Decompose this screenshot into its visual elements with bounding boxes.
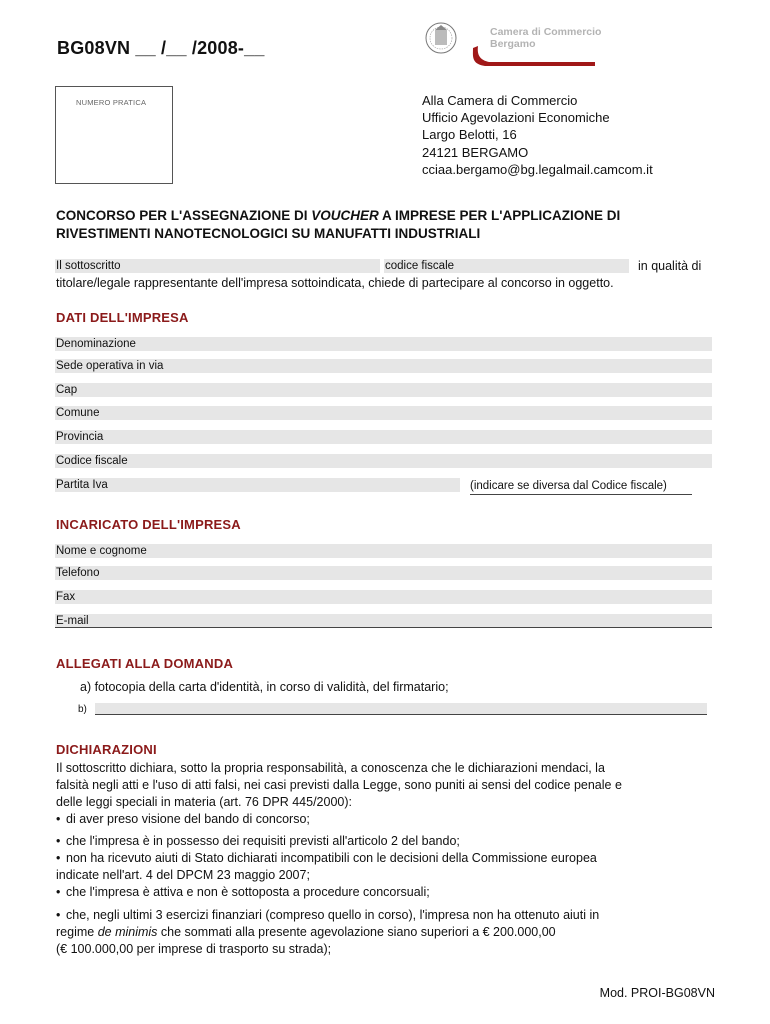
numero-pratica-box[interactable] [55,86,173,184]
bullet-item [56,811,622,828]
codice-fiscale-field[interactable] [55,454,712,468]
telefono-field[interactable] [55,566,712,580]
sede-operativa-field[interactable] [55,359,712,373]
email-field[interactable] [55,614,712,628]
allegato-a: a) fotocopia della carta d'identità, in corso di validità, del firmatario; [80,680,449,694]
field-label: Cap [56,384,78,396]
bullet-text: non ha ricevuto aiuti di Stato dichiarati incompatibili con le decisioni della Commissione europea [66,851,597,865]
bullet-item [56,907,599,924]
in-qualita-text: in qualità di [638,259,702,273]
field-label: E-mail [56,615,89,627]
bullet-item [56,833,597,850]
title-italic: VOUCHER [311,208,379,223]
codice-fiscale-intro-field[interactable] [384,259,629,273]
fax-field[interactable] [55,590,712,604]
address-line: Ufficio Agevolazioni Economiche [422,110,610,126]
field-label: Fax [56,591,76,603]
bullet-continuation: indicate nell'art. 4 del DPCM 23 maggio 2007; [56,868,310,882]
title-part2: A IMPRESE PER L'APPLICAZIONE DI [378,208,621,223]
intro-line: falsità negli atti e l'uso di atti falsi, nei casi previsti dalla Legge, sono puniti ai sensi del codice penale e [56,778,622,792]
intro-line: Il sottoscritto dichiara, sotto la propria responsabilità, a conoscenza che le dichiarazioni mendaci, la [56,761,605,775]
address-email: cciaa.bergamo@bg.legalmail.camcom.it [422,161,653,177]
dichiarazioni-intro [56,760,622,828]
partita-iva-field[interactable] [55,478,460,492]
dichiarazioni-bullets-1 [56,833,597,901]
allegato-b-label: b) [78,704,87,715]
address-line: Alla Camera di Commercio [422,93,578,108]
intro-line: delle leggi speciali in materia (art. 76 DPR 445/2000): [56,795,352,809]
provincia-field[interactable] [55,430,712,444]
cap-field[interactable] [55,383,712,397]
denominazione-field[interactable] [55,337,712,351]
bullet-text: che l'impresa è attiva e non è sottoposta a procedure concorsuali; [66,885,430,899]
allegato-b-field[interactable] [95,703,707,715]
comune-field[interactable] [55,406,712,420]
sottoscritto-label: Il sottoscritto [56,260,121,272]
nome-cognome-field[interactable] [55,544,712,558]
field-label: Sede operativa in via [56,360,164,372]
document-title [56,207,716,242]
sottoscritto-field[interactable] [55,259,380,273]
field-label: Comune [56,407,100,419]
bullet-icon: • [56,834,61,848]
logo-line2: Bergamo [490,38,536,50]
bullet-icon: • [56,908,61,922]
dichiarazioni-bullets-2 [56,907,599,958]
section-allegati: ALLEGATI ALLA DOMANDA [56,656,234,671]
bullet-text: che l'impresa è in possesso dei requisiti previsti all'articolo 2 del bando; [66,834,460,848]
bullet-continuation [56,924,599,941]
address-line: 24121 BERGAMO [422,144,529,160]
address-line: Largo Belotti, 16 [422,127,517,143]
bullet-icon: • [56,885,61,899]
seal-icon [426,23,456,53]
bullet-text: di aver preso visione del bando di concorso; [66,812,310,826]
bullet-item [56,850,597,867]
logo-line1: Camera di Commercio [490,26,602,38]
bullet-text: che, negli ultimi 3 esercizi finanziari (compreso quello in corso), l'impresa non ha ottenuto aiuti in [66,908,600,922]
form-model-code: Mod. PROI-BG08VN [599,986,715,1000]
field-label: Codice fiscale [56,455,128,467]
field-label: Partita Iva [56,479,108,491]
field-label: Nome e cognome [56,545,147,557]
italic-text: de minimis [97,925,158,939]
section-incaricato: INCARICATO DELL'IMPRESA [56,517,241,532]
section-dichiarazioni: DICHIARAZIONI [56,742,157,757]
form-code: BG08VN __ /__ /2008-__ [57,38,265,58]
text: regime [56,925,98,939]
bullet-continuation: (€ 100.000,00 per imprese di trasporto su strada); [56,942,332,956]
intro-line2: titolare/legale rappresentante dell'impresa sottoindicata, chiede di partecipare al concorso in oggetto. [56,276,614,290]
text: che sommati alla presente agevolazione siano superiori a € 200.000,00 [157,925,556,939]
address-block [422,92,653,178]
partita-iva-note: (indicare se diversa dal Codice fiscale) [470,478,692,495]
title-line2: RIVESTIMENTI NANOTECNOLOGICI SU MANUFATTI INDUSTRIALI [56,225,481,241]
section-dati-impresa: DATI DELL'IMPRESA [56,310,189,325]
field-label: Telefono [56,567,100,579]
bullet-item [56,884,597,901]
codice-fiscale-label: codice fiscale [385,260,455,272]
title-part1: CONCORSO PER L'ASSEGNAZIONE DI [56,208,312,223]
bullet-icon: • [56,851,61,865]
logo-text [490,26,601,50]
numero-pratica-label: NUMERO PRATICA [76,98,147,107]
bullet-icon: • [56,812,61,826]
field-label: Provincia [56,431,104,443]
field-label: Denominazione [56,338,136,350]
